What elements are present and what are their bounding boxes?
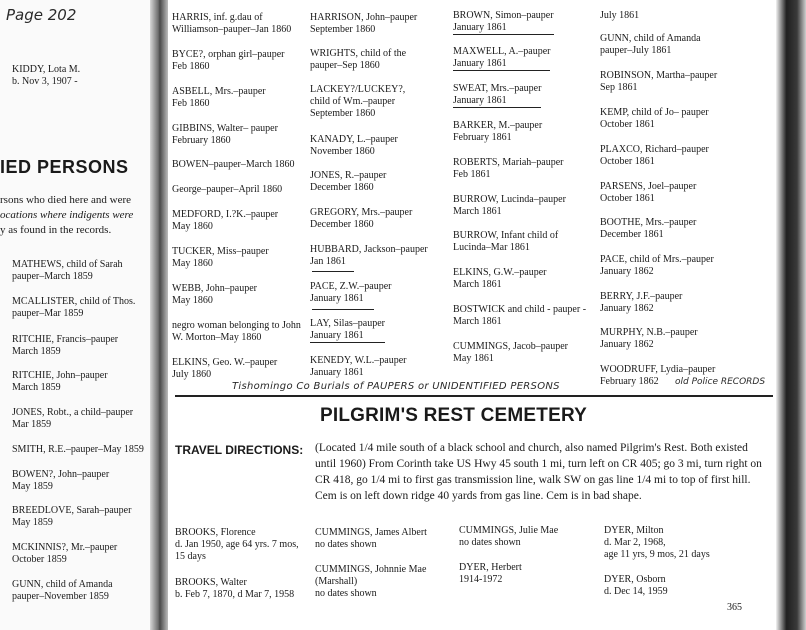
list-item: JONES, R.–pauper December 1860	[310, 170, 387, 193]
list-item: MCKINNIS?, Mr.–pauper October 1859	[12, 542, 118, 565]
list-item: GIBBINS, Walter– pauper February 1860	[172, 123, 278, 146]
list-item: BROOKS, Florence d. Jan 1950, age 64 yrs. 7 mos, 15 days	[175, 527, 299, 562]
list-item: GUNN, child of Amanda pauper–November 1859	[12, 579, 113, 602]
list-item: BOOTHE, Mrs.–pauper December 1861	[600, 217, 697, 240]
list-item: KEMP, child of Jo– pauper October 1861	[600, 107, 709, 130]
list-item: MATHEWS, child of Sarah pauper–March 1859	[12, 259, 123, 282]
page-note: Page 202	[6, 6, 77, 24]
list-item: WEBB, John–pauper May 1860	[172, 283, 257, 306]
list-item: ASBELL, Mrs.–pauper Feb 1860	[172, 86, 266, 109]
book-gutter	[150, 0, 168, 630]
list-item: GUNN, child of Amanda pauper–July 1861	[600, 33, 701, 56]
page-edge-shadow	[776, 0, 806, 630]
travel-directions-label: TRAVEL DIRECTIONS:	[175, 443, 304, 457]
left-facing-page	[0, 0, 150, 630]
travel-directions-text: (Located 1/4 mile south of a black school and church, also named Pilgrim's Rest. Both existed until 1960) From Corinth take US Hwy 45 south 1 mi, turn left on CR 405; go 3 mi, turn right on CR 418, go 1/4 mi to first gas transmission line, walk SW on gas line 1/4 mi to top of first hill. Cem is on left down ridge 40 yards from gas line. Cem is in bad shape.	[315, 442, 762, 502]
handwritten-caption: Tishomingo Co Burials of PAUPERS or UNIDENTIFIED PERSONS	[232, 381, 560, 392]
list-item: BERRY, J.F.–pauper January 1862	[600, 291, 683, 314]
list-item: ROBERTS, Mariah–pauper Feb 1861	[453, 157, 564, 180]
list-item: CUMMINGS, Johnnie Mae (Marshall) no dates shown	[315, 564, 427, 599]
handwritten-source-note: old Police RECORDS	[675, 377, 766, 387]
list-item: July 1861	[600, 10, 640, 21]
list-item: KANADY, L.–pauper November 1860	[310, 134, 398, 157]
list-item: ELKINS, G.W.–pauper March 1861	[453, 267, 547, 290]
list-item: BARKER, M.–pauper February 1861	[453, 120, 543, 143]
list-item: BOWEN?, John–pauper May 1859	[12, 469, 110, 492]
list-item: PACE, child of Mrs.–pauper January 1862	[600, 254, 714, 277]
underline-mark	[312, 309, 374, 310]
list-item: CUMMINGS, James Albert no dates shown	[315, 527, 427, 550]
list-item: George–pauper–April 1860	[172, 184, 283, 195]
list-item: HARRISON, John–pauper September 1860	[310, 12, 418, 35]
list-item: PLAXCO, Richard–pauper October 1861	[600, 144, 709, 167]
list-item: MURPHY, N.B.–pauper January 1862	[600, 327, 698, 350]
list-item: HARRIS, inf. g.dau of Williamson–pauper–Jan 1860	[172, 12, 292, 35]
list-item: BYCE?, orphan girl–pauper Feb 1860	[172, 49, 285, 72]
list-item: DYER, Milton d. Mar 2, 1968, age 11 yrs, 9 mos, 21 days	[604, 525, 710, 560]
left-top-entry: KIDDY, Lota M. b. Nov 3, 1907 -	[12, 64, 81, 87]
underline-mark	[312, 271, 354, 272]
list-item: ROBINSON, Martha–pauper Sep 1861	[600, 70, 718, 93]
list-item: KENEDY, W.L.–pauper January 1861	[310, 355, 407, 378]
section-divider	[175, 395, 773, 397]
list-item: BURROW, Infant child of Lucinda–Mar 1861	[453, 230, 559, 253]
list-item: JONES, Robt., a child–pauper Mar 1859	[12, 407, 134, 430]
list-item: BROWN, Simon–pauper January 1861	[453, 10, 554, 33]
list-item: RITCHIE, John–pauper March 1859	[12, 370, 108, 393]
left-section-heading: IED PERSONS	[0, 157, 129, 177]
left-intro-paragraph: rsons who died here and were ocations where indigents were y as found in the records.	[0, 194, 134, 236]
list-item: ELKINS, Geo. W.–pauper July 1860	[172, 357, 278, 380]
list-item: WOODRUFF, Lydia–pauper February 1862	[600, 364, 716, 387]
list-item: RITCHIE, Francis–pauper March 1859	[12, 334, 119, 357]
page-number: 365	[727, 602, 742, 613]
list-item: BOWEN–pauper–March 1860	[172, 159, 295, 170]
list-item: BREEDLOVE, Sarah–pauper May 1859	[12, 505, 132, 528]
list-item: PACE, Z.W.–pauper January 1861	[310, 281, 392, 304]
list-item: SWEAT, Mrs.–pauper January 1861	[453, 83, 542, 106]
list-item: MAXWELL, A.–pauper January 1861	[453, 46, 551, 69]
list-item: negro woman belonging to John W. Morton–May 1860	[172, 320, 301, 343]
list-item: CUMMINGS, Jacob–pauper May 1861	[453, 341, 568, 364]
list-item: LACKEY?/LUCKEY?, child of Wm.–pauper September 1860	[310, 84, 406, 119]
list-item: BOSTWICK and child - pauper - March 1861	[453, 304, 587, 327]
list-item: HUBBARD, Jackson–pauper Jan 1861	[310, 244, 428, 267]
list-item: PARSENS, Joel–pauper October 1861	[600, 181, 697, 204]
list-item: MEDFORD, I.?K.–pauper May 1860	[172, 209, 279, 232]
list-item: WRIGHTS, child of the pauper–Sep 1860	[310, 48, 407, 71]
section-title: PILGRIM'S REST CEMETERY	[320, 405, 588, 426]
list-item: BROOKS, Walter b. Feb 7, 1870, d Mar 7, 1958	[175, 577, 295, 600]
list-item: MCALLISTER, child of Thos. pauper–Mar 1859	[12, 296, 136, 319]
list-item: BURROW, Lucinda–pauper March 1861	[453, 194, 566, 217]
list-item: CUMMINGS, Julie Mae no dates shown	[459, 525, 559, 548]
list-item: SMITH, R.E.–pauper–May 1859	[12, 444, 144, 455]
list-item: DYER, Osborn d. Dec 14, 1959	[604, 574, 668, 597]
list-item: GREGORY, Mrs.–pauper December 1860	[310, 207, 413, 230]
list-item: LAY, Silas–pauper January 1861	[310, 318, 385, 341]
list-item: DYER, Herbert 1914-1972	[459, 562, 522, 585]
list-item: TUCKER, Miss–pauper May 1860	[172, 246, 269, 269]
